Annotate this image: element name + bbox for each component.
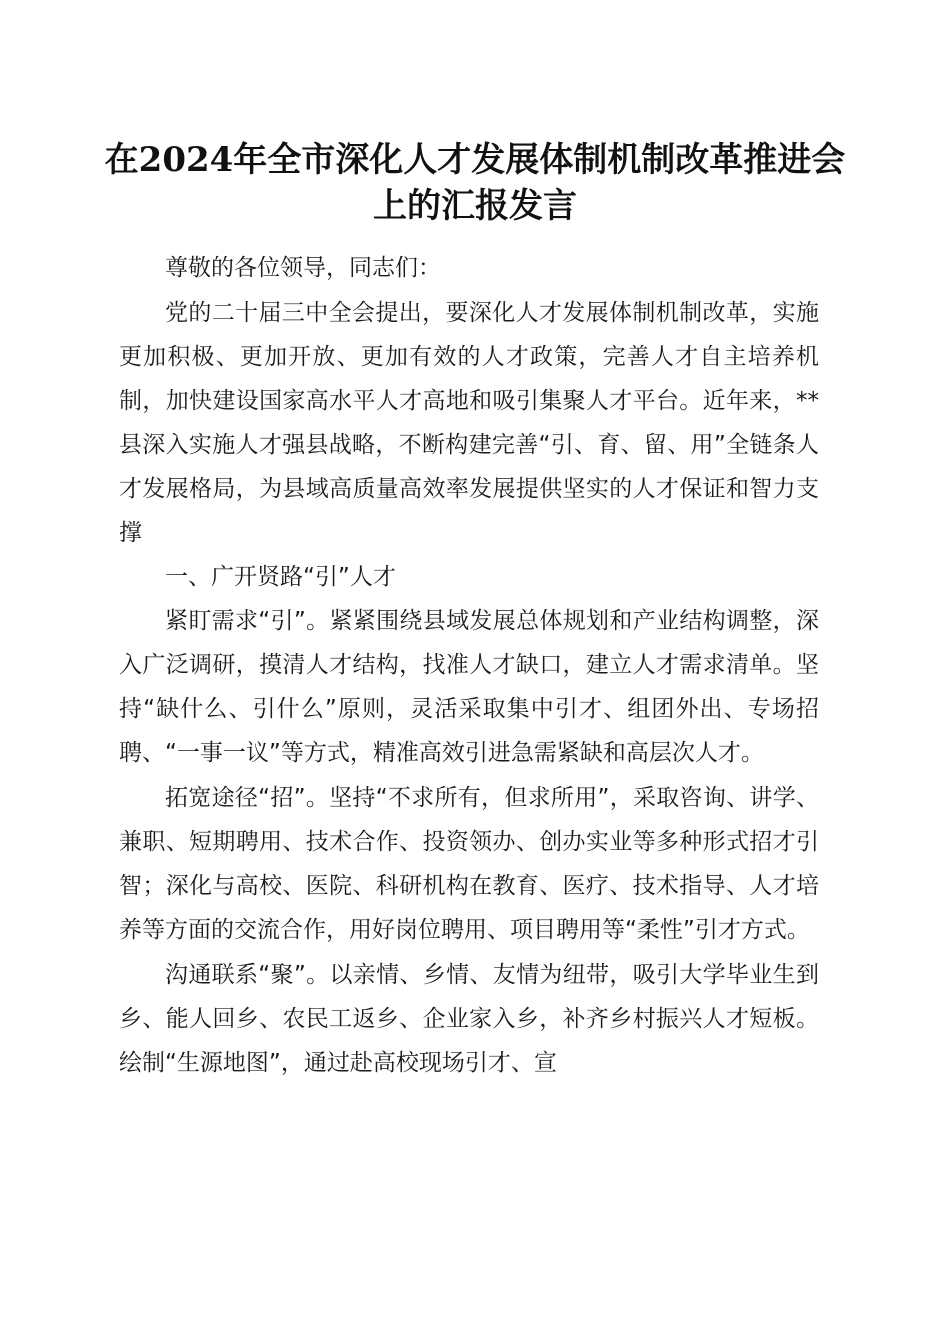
document-title: 在2024年全市深化人才发展体制机制改革推进会上的汇报发言	[104, 140, 846, 226]
document-body	[119, 246, 819, 1085]
body-paragraph: 拓宽途径“招”。坚持“不求所有，但求所用”，采取咨询、讲学、兼职、短期聘用、技术合作、投资领办、创办实业等多种形式招才引智；深化与高校、医院、科研机构在教育、医疗、技术指导、人才培养等方面的交流合作，用好岗位聘用、项目聘用等“柔性”引才方式。	[119, 785, 819, 943]
body-paragraph: 沟通联系“聚”。以亲情、乡情、友情为纽带，吸引大学毕业生到乡、能人回乡、农民工返乡、企业家入乡，补齐乡村振兴人才短板。绘制“生源地图”，通过赴高校现场引才、宣	[119, 962, 819, 1076]
greeting-paragraph: 尊敬的各位领导，同志们：	[165, 255, 441, 281]
body-paragraph: 紧盯需求“引”。紧紧围绕县域发展总体规划和产业结构调整，深入广泛调研，摸清人才结构，找准人才缺口，建立人才需求清单。坚持“缺什么、引什么”原则，灵活采取集中引才、组团外出、专场招聘、“一事一议”等方式，精准高效引进急需紧缺和高层次人才。	[119, 608, 819, 766]
intro-paragraph: 党的二十届三中全会提出，要深化人才发展体制机制改革，实施更加积极、更加开放、更加有效的人才政策，完善人才自主培养机制，加快建设国家高水平人才高地和吸引集聚人才平台。近年来，**县深入实施人才强县战略，不断构建完善“引、育、留、用”全链条人才发展格局，为县域高质量高效率发展提供坚实的人才保证和智力支撑	[119, 300, 819, 546]
section-heading: 一、广开贤路“引”人才	[165, 564, 396, 590]
